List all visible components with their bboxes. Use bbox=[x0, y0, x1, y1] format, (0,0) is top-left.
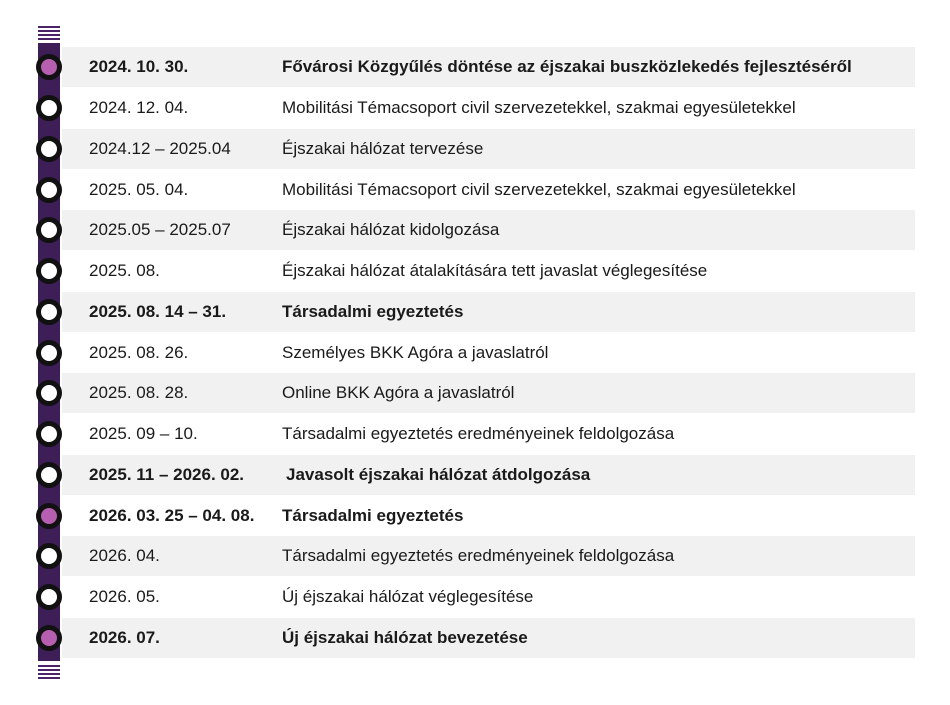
event-date: 2025. 11 – 2026. 02. bbox=[89, 465, 245, 484]
event-description: Új éjszakai hálózat bevezetése bbox=[282, 628, 528, 647]
timeline-row bbox=[62, 129, 915, 169]
milestone-node bbox=[36, 95, 62, 121]
event-description: Társadalmi egyeztetés bbox=[282, 506, 464, 525]
event-date: 2026. 05. bbox=[89, 587, 160, 606]
milestone-node bbox=[36, 543, 62, 569]
timeline-row bbox=[62, 618, 915, 658]
event-date: 2024.12 – 2025.04 bbox=[89, 139, 231, 158]
milestone-node bbox=[36, 177, 62, 203]
timeline-row bbox=[62, 496, 915, 536]
event-description: Mobilitási Témacsoport civil szervezetekkel, szakmai egyesületekkel bbox=[282, 98, 796, 117]
timeline-row bbox=[62, 251, 915, 291]
milestone-node bbox=[36, 258, 62, 284]
event-description: Társadalmi egyeztetés eredményeinek feldolgozása bbox=[282, 546, 675, 565]
timeline-row bbox=[62, 292, 915, 332]
timeline-row bbox=[62, 47, 915, 87]
milestone-node-key bbox=[36, 54, 62, 80]
milestone-node bbox=[36, 340, 62, 366]
milestone-node bbox=[36, 299, 62, 325]
event-date: 2024. 10. 30. bbox=[89, 57, 189, 76]
rail-bottom-stripes bbox=[38, 665, 60, 681]
event-description: Társadalmi egyeztetés bbox=[282, 302, 464, 321]
timeline-row bbox=[62, 333, 915, 373]
milestone-node-key bbox=[36, 625, 62, 651]
event-date: 2025. 09 – 10. bbox=[89, 424, 198, 443]
milestone-node bbox=[36, 584, 62, 610]
milestone-node bbox=[36, 380, 62, 406]
event-description: Éjszakai hálózat kidolgozása bbox=[282, 220, 500, 239]
milestone-node-key bbox=[36, 503, 62, 529]
event-description: Társadalmi egyeztetés eredményeinek feldolgozása bbox=[282, 424, 675, 443]
event-date: 2026. 03. 25 – 04. 08. bbox=[89, 506, 255, 525]
milestone-node bbox=[36, 462, 62, 488]
rail-top-stripes bbox=[38, 26, 60, 42]
timeline-row bbox=[62, 536, 915, 576]
event-description: Mobilitási Témacsoport civil szervezetekkel, szakmai egyesületekkel bbox=[282, 180, 796, 199]
event-date: 2026. 04. bbox=[89, 546, 160, 565]
event-date: 2025. 05. 04. bbox=[89, 180, 189, 199]
milestone-node bbox=[36, 217, 62, 243]
timeline-row bbox=[62, 414, 915, 454]
event-description: Éjszakai hálózat átalakítására tett javaslat véglegesítése bbox=[282, 261, 708, 280]
event-date: 2025.05 – 2025.07 bbox=[89, 220, 231, 239]
timeline-row bbox=[62, 88, 915, 128]
event-date: 2025. 08. 14 – 31. bbox=[89, 302, 227, 321]
event-date: 2025. 08. 28. bbox=[89, 383, 189, 402]
event-description: Javasolt éjszakai hálózat átdolgozása bbox=[286, 465, 591, 484]
event-description: Új éjszakai hálózat véglegesítése bbox=[282, 587, 534, 606]
event-date: 2025. 08. bbox=[89, 261, 160, 280]
timeline-row bbox=[62, 373, 915, 413]
event-description: Személyes BKK Agóra a javaslatról bbox=[282, 343, 549, 362]
event-date: 2025. 08. 26. bbox=[89, 343, 189, 362]
event-description: Online BKK Agóra a javaslatról bbox=[282, 383, 515, 402]
event-description: Éjszakai hálózat tervezése bbox=[282, 139, 484, 158]
event-date: 2026. 07. bbox=[89, 628, 160, 647]
timeline-row bbox=[62, 455, 915, 495]
event-description: Fővárosi Közgyűlés döntése az éjszakai buszközlekedés fejlesztéséről bbox=[282, 57, 852, 76]
timeline-row bbox=[62, 210, 915, 250]
event-date: 2024. 12. 04. bbox=[89, 98, 189, 117]
timeline-row bbox=[62, 577, 915, 617]
milestone-node bbox=[36, 136, 62, 162]
milestone-node bbox=[36, 421, 62, 447]
timeline-row bbox=[62, 170, 915, 210]
